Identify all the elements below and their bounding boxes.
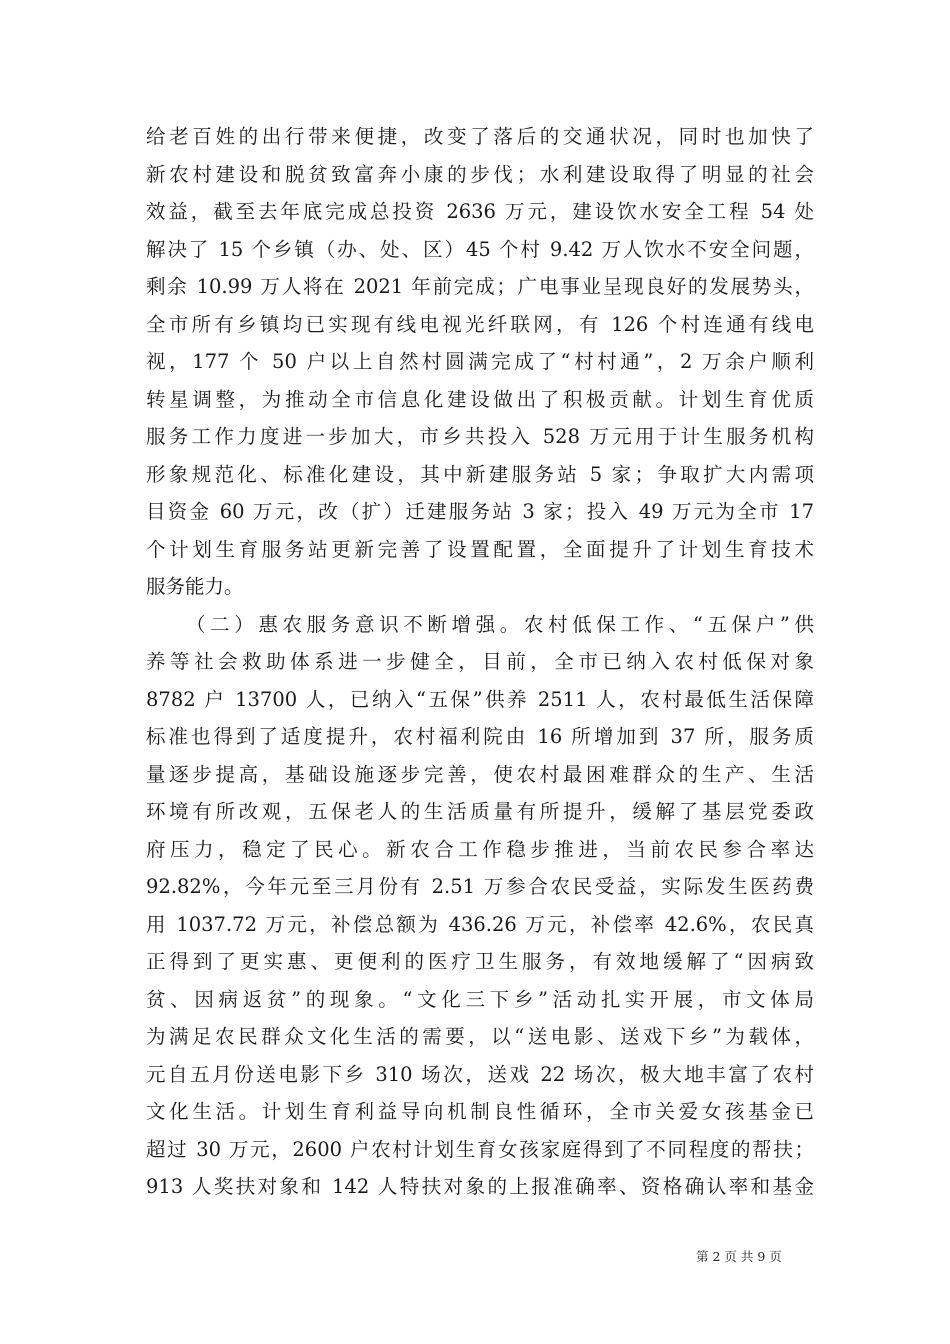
text-line: 8782 户 13700 人，已纳入“五保”供养 2511 人，农村最低生活保障 (146, 687, 814, 711)
text-line: 元自五月份送电影下乡 310 场次，送戏 22 场次，极大地丰富了农村 (146, 1062, 814, 1086)
text-line: 为满足农民群众文化生活的需要，以“送电影、送戏下乡”为载体， (146, 1025, 814, 1048)
text-line: 正得到了更实惠、更便利的医疗卫生服务，有效地缓解了“因病致 (146, 950, 814, 973)
document-body (146, 118, 814, 1206)
text-line: 文化生活。计划生育利益导向机制良性循环，全市关爱女孩基金已 (146, 1100, 814, 1123)
text-line: 新农村建设和脱贫致富奔小康的步伐；水利建设取得了明显的社会 (146, 162, 814, 186)
text-line: 转星调整，为推动全市信息化建设做出了积极贡献。计划生育优质 (146, 387, 814, 411)
text-line: 贫、因病返贫”的现象。“文化三下乡”活动扎实开展，市文体局 (146, 987, 814, 1011)
text-line: 量逐步提高，基础设施逐步完善，使农村最困难群众的生产、生活 (146, 762, 814, 786)
text-line: 剩余 10.99 万人将在 2021 年前完成；广电事业呈现良好的发展势头， (146, 275, 814, 298)
text-line: 养等社会救助体系进一步健全，目前，全市已纳入农村低保对象 (146, 650, 814, 673)
page-number: 第 2 页 共 9 页 (696, 1249, 782, 1264)
text-line: 视，177 个 50 户以上自然村圆满完成了“村村通”，2 万余户顺利 (146, 350, 814, 373)
text-line: 效益，截至去年底完成总投资 2636 万元，建设饮水安全工程 54 处 (146, 200, 814, 223)
text-line: 解决了 15 个乡镇（办、处、区）45 个村 9.42 万人饮水不安全问题， (146, 237, 814, 261)
text-line: 府压力，稳定了民心。新农合工作稳步推进，当前农民参合率达 (146, 837, 814, 861)
text-line: 目资金 60 万元，改（扩）迁建服务站 3 家；投入 49 万元为全市 17 (146, 500, 814, 523)
text-line: 给老百姓的出行带来便捷，改变了落后的交通状况，同时也加快了 (146, 125, 814, 148)
text-line: 用 1037.72 万元，补偿总额为 436.26 万元，补偿率 42.6%，农民真 (146, 912, 814, 936)
text-line: 913 人奖扶对象和 142 人特扶对象的上报准确率、资格确认率和基金 (146, 1175, 814, 1198)
paragraph-end-line: 服务能力。 (146, 575, 244, 598)
section-heading-line: （二）惠农服务意识不断增强。农村低保工作、“五保户”供 (186, 612, 814, 636)
text-line: 个计划生育服务站更新完善了设置配置，全面提升了计划生育技术 (146, 537, 814, 561)
text-line: 92.82%，今年元至三月份有 2.51 万参合农民受益，实际发生医药费 (146, 875, 814, 898)
text-line: 环境有所改观，五保老人的生活质量有所提升，缓解了基层党委政 (146, 800, 814, 823)
text-line: 形象规范化、标准化建设，其中新建服务站 5 家；争取扩大内需项 (146, 462, 814, 486)
text-line: 标准也得到了适度提升，农村福利院由 16 所增加到 37 所，服务质 (146, 725, 814, 748)
text-line: 服务工作力度进一步加大，市乡共投入 528 万元用于计生服务机构 (146, 425, 814, 448)
text-line: 超过 30 万元，2600 户农村计划生育女孩家庭得到了不同程度的帮扶； (146, 1137, 814, 1161)
text-line: 全市所有乡镇均已实现有线电视光纤联网，有 126 个村连通有线电 (146, 312, 814, 336)
